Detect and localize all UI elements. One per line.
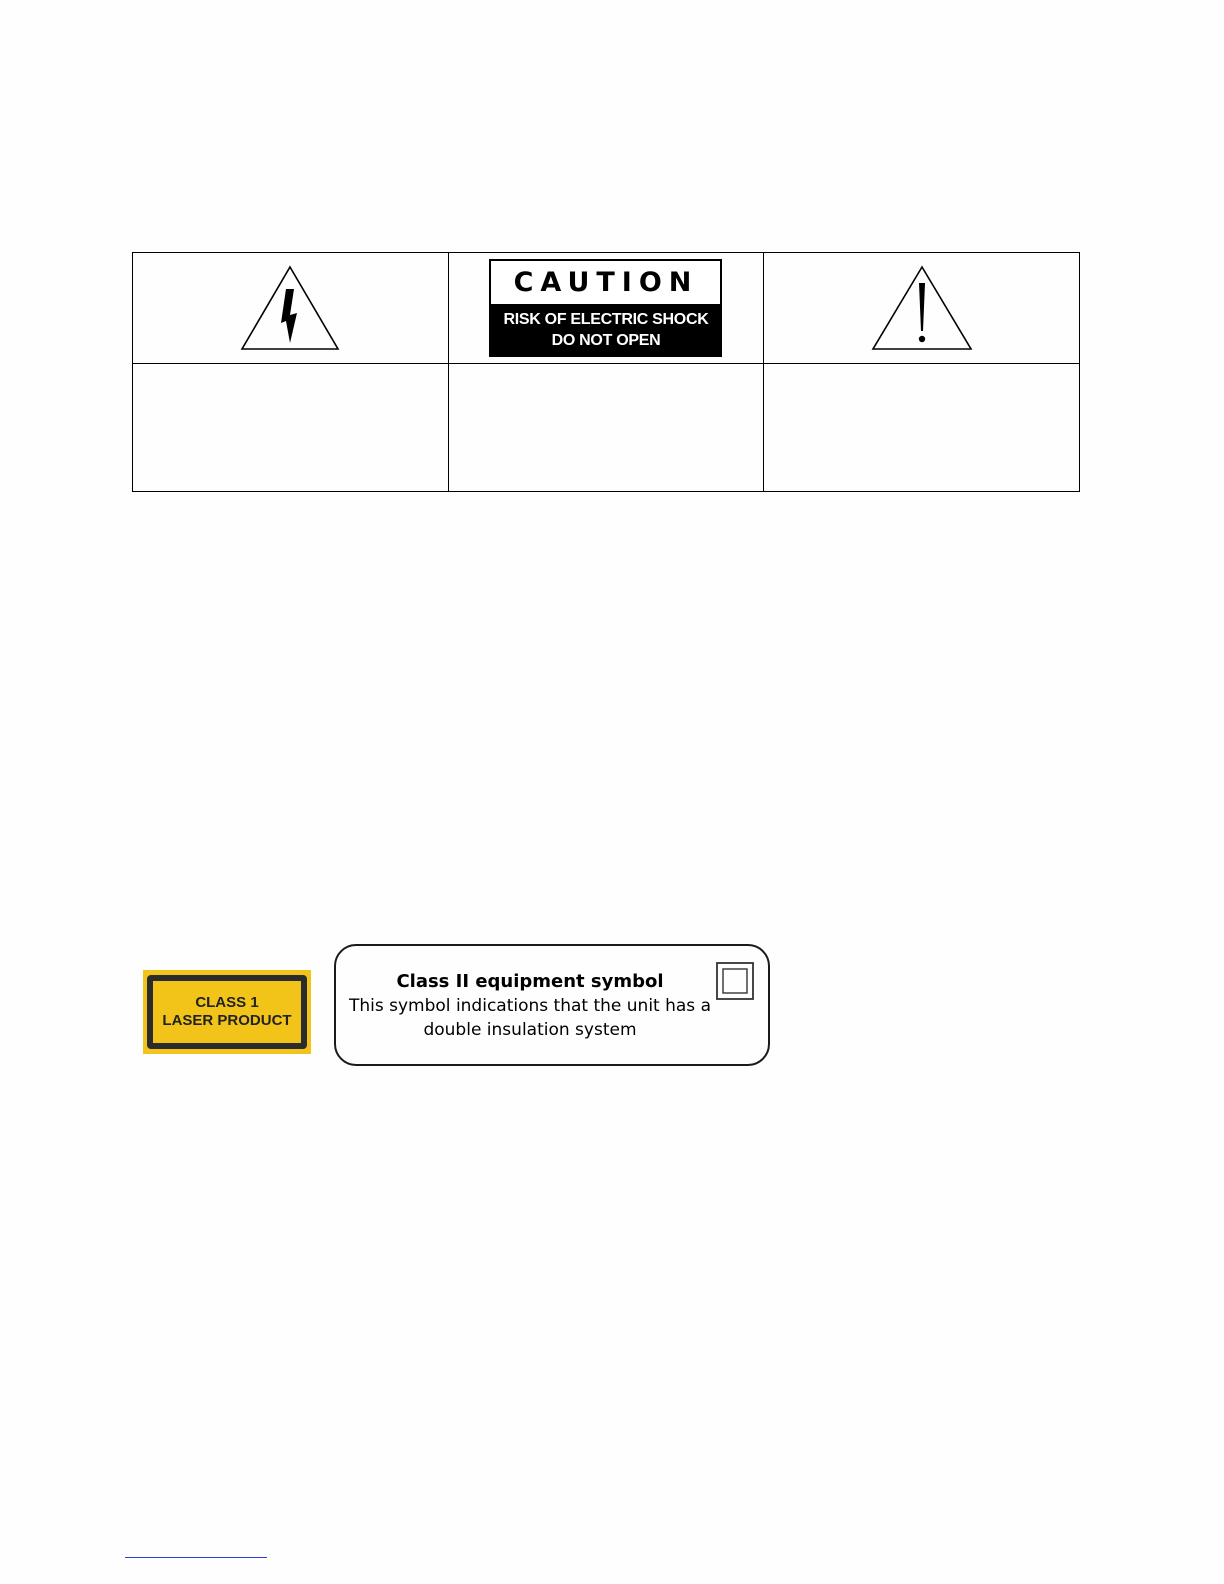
class2-title: Class II equipment symbol bbox=[396, 971, 664, 992]
class2-description-line-2: double insulation system bbox=[423, 1020, 637, 1040]
caution-title: CAUTION bbox=[491, 261, 720, 304]
double-square-icon bbox=[716, 962, 754, 1000]
footnote-separator bbox=[125, 1557, 267, 1558]
class2-text bbox=[336, 970, 724, 1042]
class2-description-line-1: This symbol indications that the unit has a bbox=[349, 996, 711, 1016]
description-cell-3 bbox=[764, 364, 1080, 492]
description-cell-2 bbox=[448, 364, 764, 492]
caution-line-2: DO NOT OPEN bbox=[551, 331, 661, 349]
safety-symbols-table bbox=[132, 252, 1080, 492]
class2-equipment-box bbox=[334, 944, 770, 1066]
lightning-warning-icon bbox=[240, 265, 340, 351]
electric-shock-symbol-cell bbox=[133, 253, 449, 364]
caution-line-1: RISK OF ELECTRIC SHOCK bbox=[503, 310, 709, 328]
laser-class-label bbox=[143, 970, 311, 1054]
caution-warning-text bbox=[491, 304, 720, 355]
exclamation-warning-icon bbox=[871, 265, 973, 351]
caution-label bbox=[489, 259, 722, 357]
laser-label-inner bbox=[147, 975, 307, 1049]
description-cell-1 bbox=[133, 364, 449, 492]
symbols-row bbox=[133, 253, 1080, 364]
caution-label-cell bbox=[448, 253, 764, 364]
attention-symbol-cell bbox=[764, 253, 1080, 364]
laser-label-line-2: LASER PRODUCT bbox=[162, 1012, 292, 1029]
description-row bbox=[133, 364, 1080, 492]
laser-label-line-1: CLASS 1 bbox=[195, 994, 259, 1011]
